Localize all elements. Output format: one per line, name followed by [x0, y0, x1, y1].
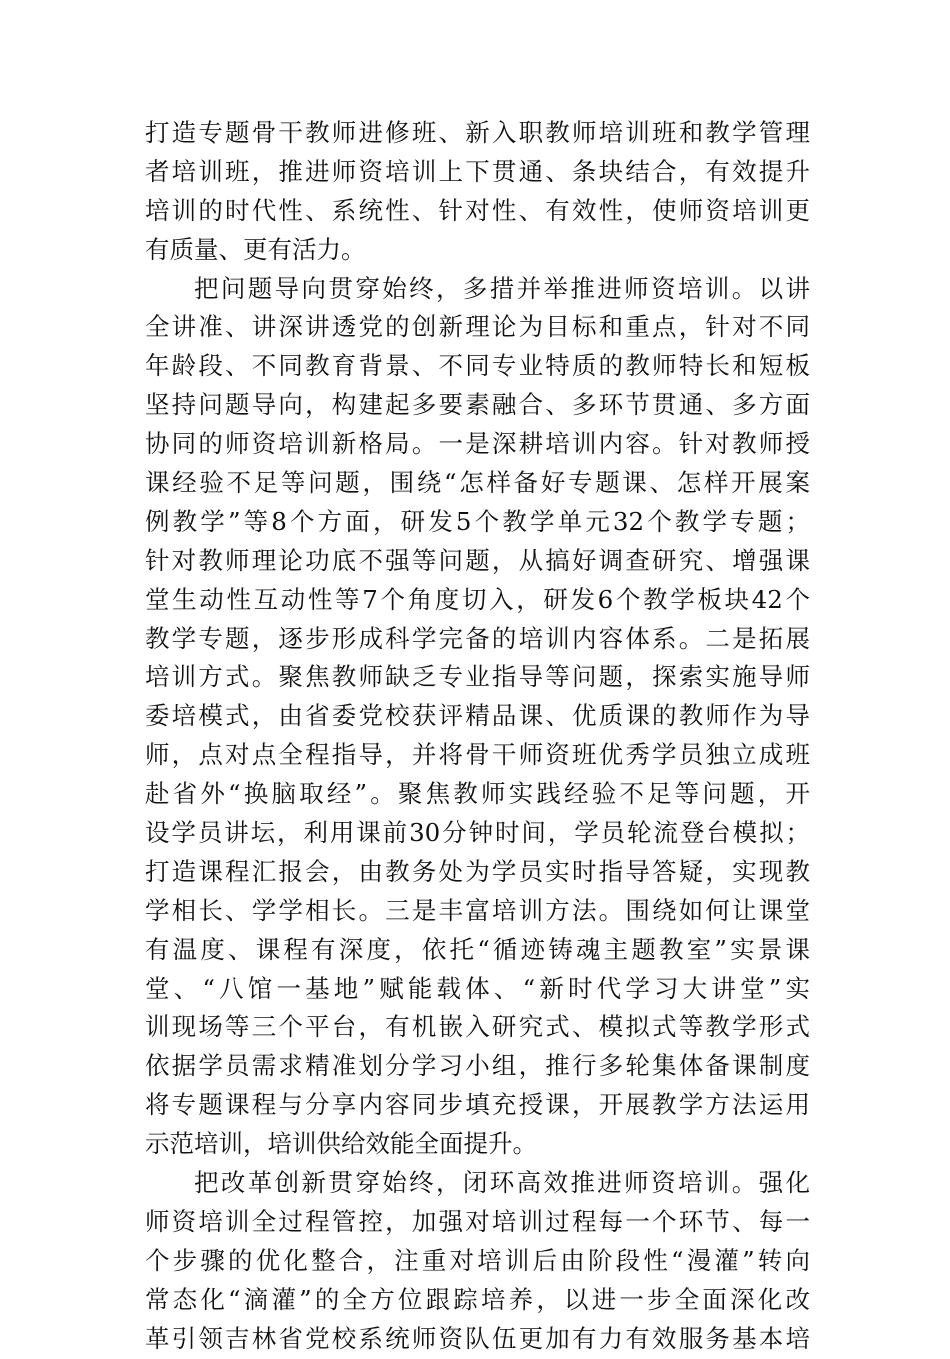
paragraph: [145, 114, 810, 270]
text-line: 针对教师理论功底不强等问题，从搞好调查研究、增强课: [145, 545, 810, 575]
text-line: 赴省外“换脑取经”。聚焦教师实践经验不足等问题，开: [145, 779, 810, 809]
text-line: 常态化“滴灌”的全方位跟踪培养，以进一步全面深化改: [145, 1284, 810, 1314]
text-line: 全讲准、讲深讲透党的创新理论为目标和重点，针对不同: [145, 312, 810, 342]
paragraph: [145, 1164, 810, 1358]
text-line: 革引领吉林省党校系统师资队伍更加有力有效服务基本培: [145, 1323, 810, 1353]
text-line: 示范培训，培训供给效能全面提升。: [145, 1129, 537, 1159]
text-line: 培训方式。聚焦教师缺乏专业指导等问题，探索实施导师: [145, 662, 810, 692]
text-line: 学相长、学学相长。三是丰富培训方法。围绕如何让课堂: [145, 895, 810, 925]
text-line: 坚持问题导向，构建起多要素融合、多环节贯通、多方面: [145, 390, 810, 420]
text-line: 堂、“八馆一基地”赋能载体、“新时代学习大讲堂”实: [145, 973, 810, 1003]
text-line: 教学专题，逐步形成科学完备的培训内容体系。二是拓展: [145, 623, 810, 653]
text-line: 把改革创新贯穿始终，闭环高效推进师资培训。强化: [194, 1168, 810, 1198]
text-line: 把问题导向贯穿始终，多措并举推进师资培训。以讲: [194, 273, 810, 303]
text-line: 打造课程汇报会，由教务处为学员实时指导答疑，实现教: [145, 856, 810, 886]
text-line: 课经验不足等问题，围绕“怎样备好专题课、怎样开展案: [145, 468, 810, 498]
text-line: 打造专题骨干教师进修班、新入职教师培训班和教学管理: [145, 118, 810, 147]
text-line: 委培模式，由省委党校获评精品课、优质课的教师作为导: [145, 701, 810, 731]
document-body: [145, 114, 810, 1359]
text-line: 训现场等三个平台，有机嵌入研究式、模拟式等教学形式: [145, 1012, 810, 1042]
text-line: 将专题课程与分享内容同步填充授课，开展教学方法运用: [145, 1090, 810, 1120]
text-line: 年龄段、不同教育背景、不同专业特质的教师特长和短板: [145, 351, 810, 381]
text-line: 师，点对点全程指导，并将骨干师资班优秀学员独立成班: [145, 740, 810, 770]
text-line: 设学员讲坛，利用课前30分钟时间，学员轮流登台模拟；: [145, 818, 810, 848]
text-line: 例教学”等8个方面，研发5个教学单元32个教学专题；: [145, 506, 810, 536]
text-line: 堂生动性互动性等7个角度切入，研发6个教学板块42个: [145, 584, 810, 614]
text-line: 培训的时代性、系统性、针对性、有效性，使师资培训更: [145, 195, 810, 225]
text-line: 有温度、课程有深度，依托“循迹铸魂主题教室”实景课: [145, 934, 810, 964]
text-line: 师资培训全过程管控，加强对培训过程每一个环节、每一: [145, 1206, 810, 1236]
paragraph: [145, 270, 810, 1164]
text-line: 依据学员需求精准划分学习小组，推行多轮集体备课制度: [145, 1051, 810, 1081]
text-line: 者培训班，推进师资培训上下贯通、条块结合，有效提升: [145, 156, 810, 186]
text-line: 有质量、更有活力。: [145, 234, 366, 264]
text-line: 协同的师资培训新格局。一是深耕培训内容。针对教师授: [145, 429, 810, 459]
text-line: 个步骤的优化整合，注重对培训后由阶段性“漫灌”转向: [145, 1245, 810, 1275]
